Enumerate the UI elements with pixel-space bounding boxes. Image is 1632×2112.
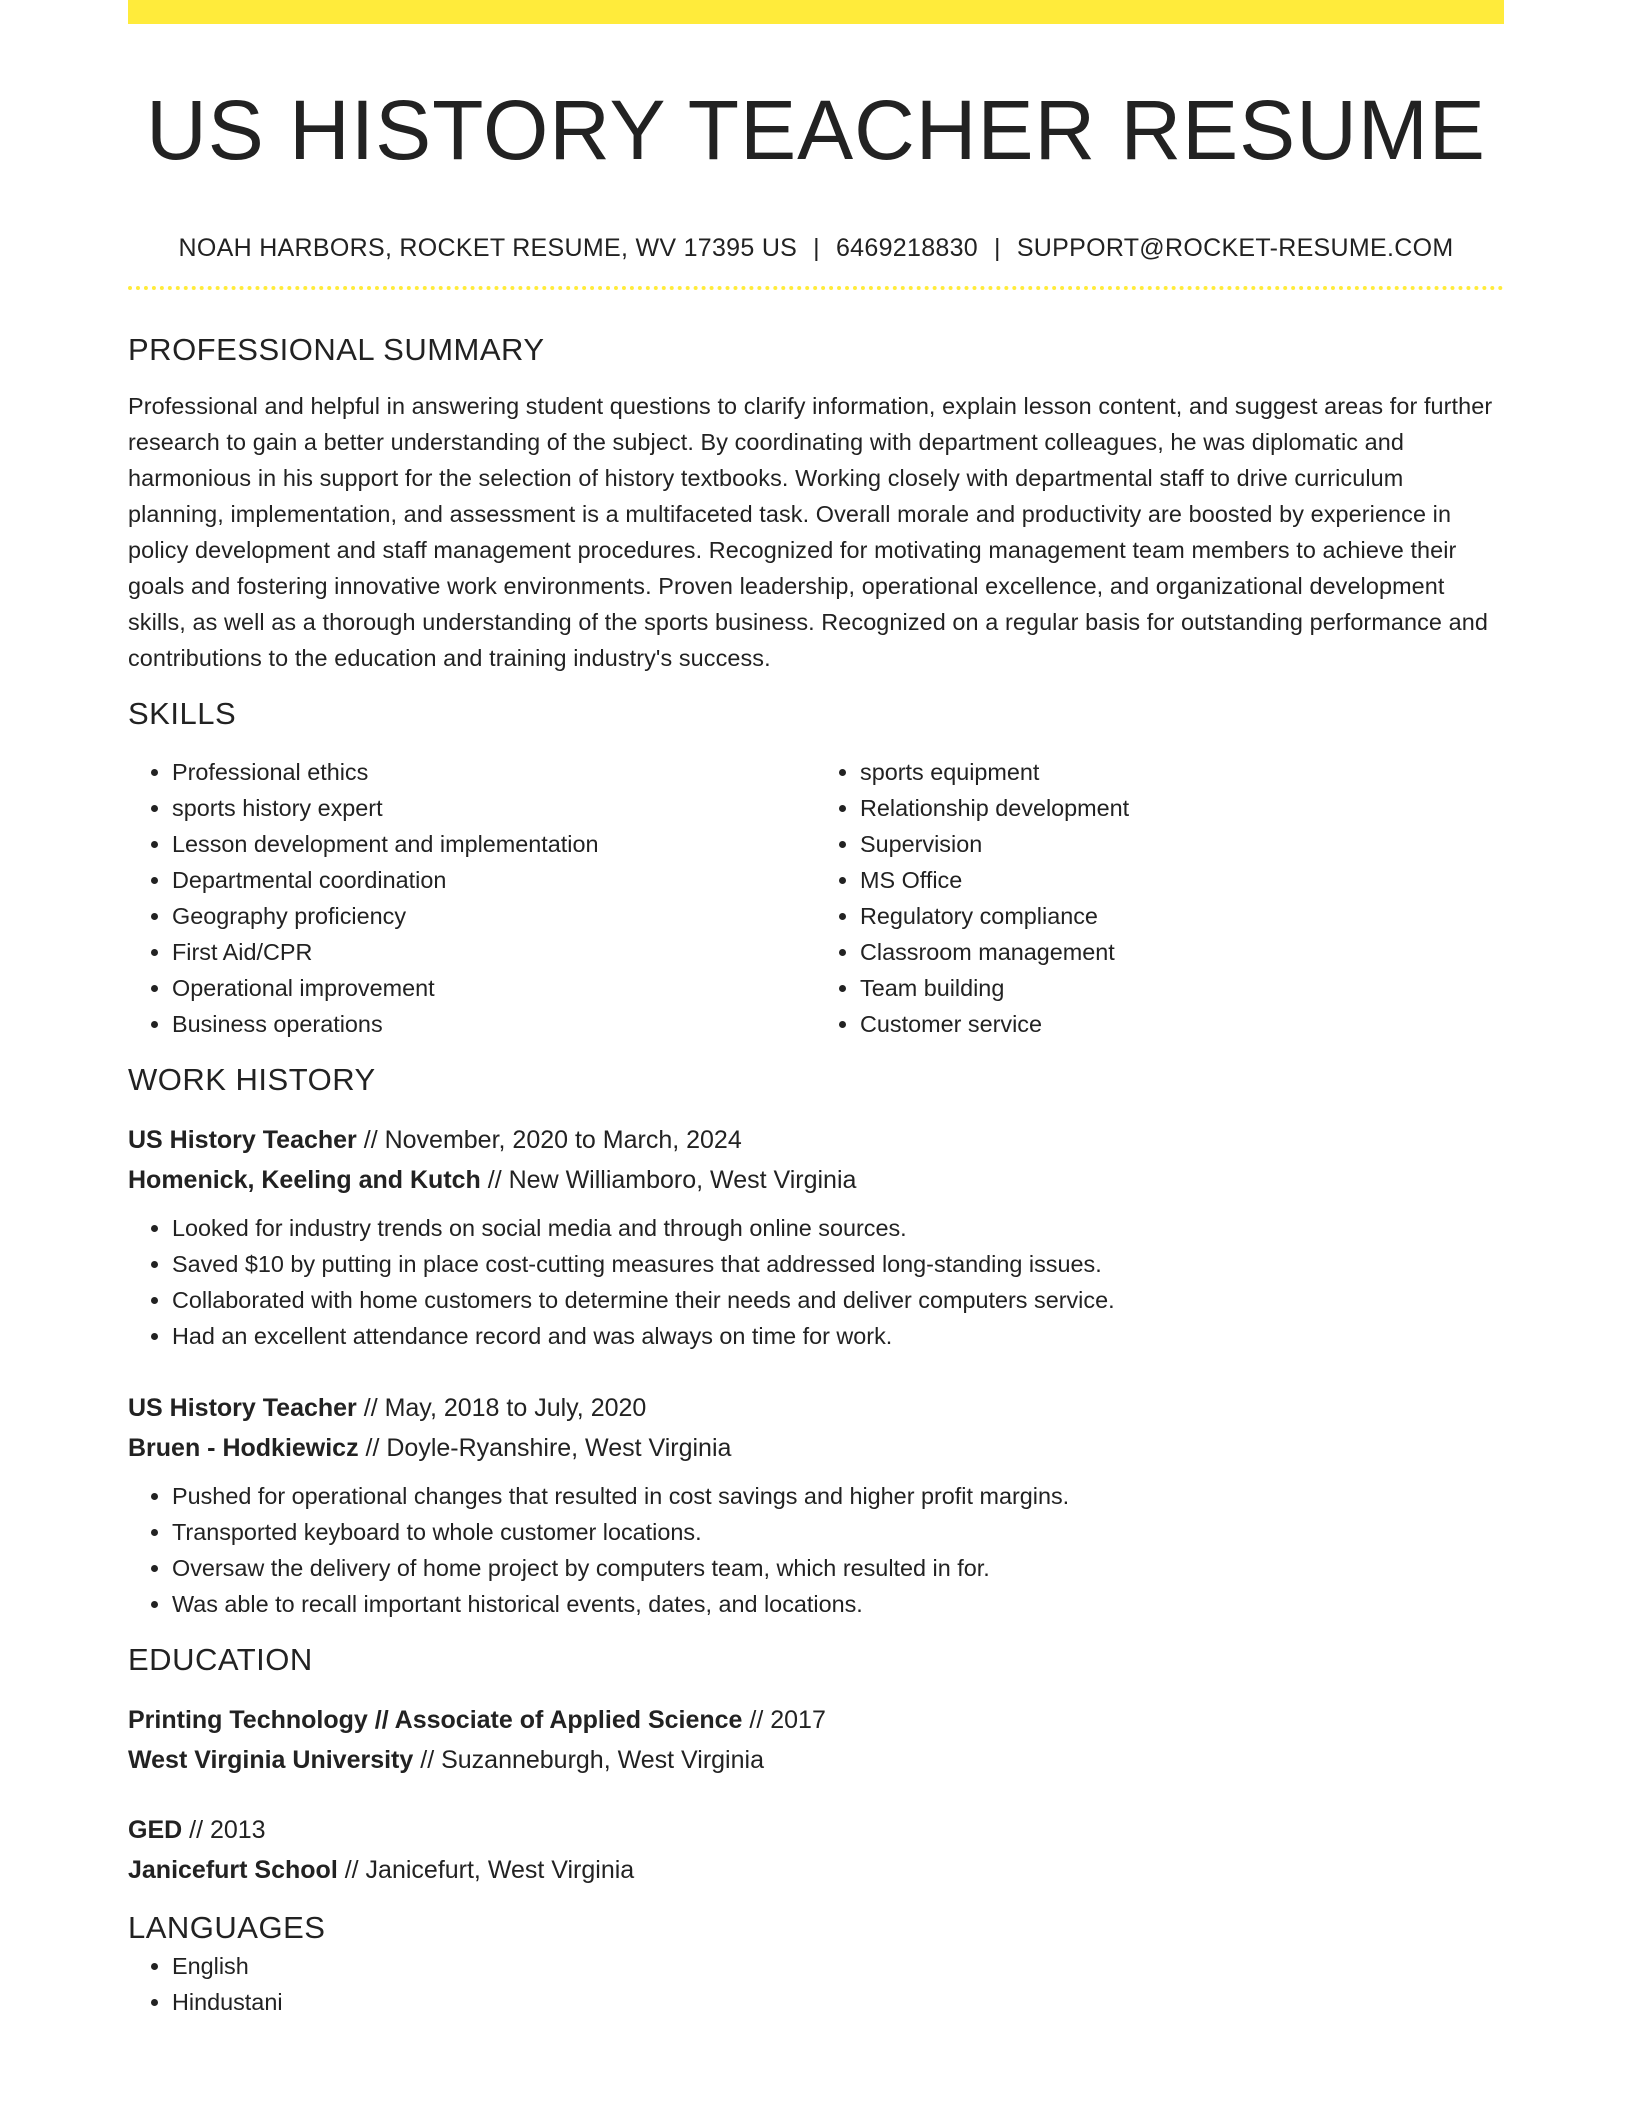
education-degree: Printing Technology // Associate of Applied Science [128,1706,743,1734]
education-degree-line [128,1810,1504,1850]
job-duty: • Looked for industry trends on social media and through online sources. [172,1210,1504,1246]
job-company: Bruen - Hodkiewicz [128,1434,359,1462]
job-duties [128,1478,1504,1622]
resume-content [128,0,1504,2020]
education-heading: EDUCATION [128,1642,313,1677]
summary-text: Professional and helpful in answering student questions to clarify information, explain lesson content, and suggest areas for further research to gain a better understanding of the subject. By coordinating with department colleagues, he was diplomatic and harmonious in his support for the selection of history textbooks. Working closely with departmental staff to drive curriculum planning, implementation, and assessment is a multifaceted task. Overall morale and productivity are boosted by experience in policy development and staff management procedures. Recognized for motivating management team members to achieve their goals and fostering innovative work environments. Proven leadership, operational excellence, and organizational development skills, as well as a thorough understanding of the sports business. Recognized on a regular basis for outstanding performance and contributions to the education and training industry's success. [128,393,1493,671]
skills-column-right [816,754,1504,1042]
education-degree-line [128,1700,1504,1740]
skill-item: • sports history expert [172,790,816,826]
skills-column-left [128,754,816,1042]
job-duty: • Saved $10 by putting in place cost-cutting measures that addressed long-standing issues. [172,1246,1504,1282]
skills-list [128,754,1504,1042]
job-duty: • Transported keyboard to whole customer locations. [172,1514,1504,1550]
job-location: // New Williamboro, West Virginia [480,1166,857,1194]
language-item: • English [172,1948,1504,1984]
education-school: Janicefurt School [128,1856,338,1884]
skill-item: • First Aid/CPR [172,934,816,970]
resume-title: US HISTORY TEACHER RESUME [146,83,1486,177]
job-entry [128,1120,1504,1354]
job-duties [128,1210,1504,1354]
contact-email: SUPPORT@ROCKET-RESUME.COM [1016,234,1454,262]
education-location: // Janicefurt, West Virginia [337,1856,635,1884]
skill-item: • Classroom management [860,934,1504,970]
job-dates: // May, 2018 to July, 2020 [356,1394,647,1422]
job-location: // Doyle-Ryanshire, West Virginia [358,1434,732,1462]
work-history-heading: WORK HISTORY [128,1062,376,1097]
education-entry [128,1700,1504,1780]
skill-item: • Business operations [172,1006,816,1042]
education-year: // 2013 [182,1816,266,1844]
skill-item: • Team building [860,970,1504,1006]
job-title: US History Teacher [128,1126,357,1154]
skill-item: • Professional ethics [172,754,816,790]
skill-item: • Relationship development [860,790,1504,826]
education-location: // Suzanneburgh, West Virginia [413,1746,764,1774]
skill-item: • Regulatory compliance [860,898,1504,934]
skills-heading: SKILLS [128,696,237,731]
languages-heading: LANGUAGES [128,1910,326,1945]
job-company: Homenick, Keeling and Kutch [128,1166,481,1194]
dotted-divider [128,286,1504,290]
job-duty: • Had an excellent attendance record and was always on time for work. [172,1318,1504,1354]
contact-line [128,232,1504,264]
education-school-line [128,1850,1504,1890]
contact-phone: 6469218830 [835,234,979,262]
language-item: • Hindustani [172,1984,1504,2020]
contact-address: NOAH HARBORS, ROCKET RESUME, WV 17395 US [178,234,798,262]
contact-separator: | [994,234,1001,262]
skill-item: • sports equipment [860,754,1504,790]
job-company-line [128,1160,1504,1200]
job-title: US History Teacher [128,1394,357,1422]
education-school-line [128,1740,1504,1780]
skill-item: • Supervision [860,826,1504,862]
contact-separator: | [813,234,820,262]
skill-item: • Lesson development and implementation [172,826,816,862]
job-duty: • Pushed for operational changes that resulted in cost savings and higher profit margins. [172,1478,1504,1514]
job-title-line [128,1388,1504,1428]
education-degree: GED [128,1816,183,1844]
education-school: West Virginia University [128,1746,414,1774]
education-year: // 2017 [742,1706,826,1734]
education-entry [128,1810,1504,1890]
skill-item: • Geography proficiency [172,898,816,934]
languages-list [128,1948,1504,2020]
job-duty: • Collaborated with home customers to determine their needs and deliver computers service. [172,1282,1504,1318]
job-entry [128,1388,1504,1622]
job-company-line [128,1428,1504,1468]
job-duty: • Oversaw the delivery of home project by computers team, which resulted in for. [172,1550,1504,1586]
skill-item: • Operational improvement [172,970,816,1006]
job-title-line [128,1120,1504,1160]
job-duty: • Was able to recall important historical events, dates, and locations. [172,1586,1504,1622]
skill-item: • Departmental coordination [172,862,816,898]
summary-heading: PROFESSIONAL SUMMARY [128,332,545,367]
job-dates: // November, 2020 to March, 2024 [356,1126,742,1154]
skill-item: • MS Office [860,862,1504,898]
skill-item: • Customer service [860,1006,1504,1042]
